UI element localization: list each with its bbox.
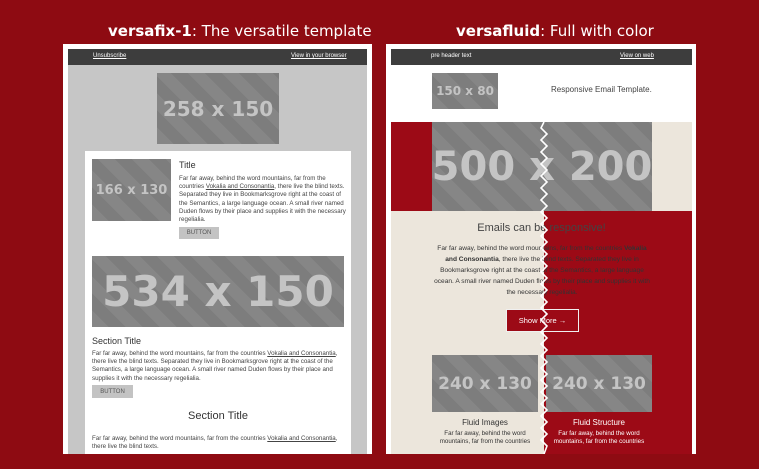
col-left-title: Fluid Images <box>462 418 508 427</box>
block-button[interactable]: BUTTON <box>179 227 219 239</box>
versafix-heading: versafix-1: The versatile template <box>108 22 372 40</box>
col-right-title: Fluid Structure <box>572 418 626 427</box>
block-image-placeholder: 166 x 130 <box>92 159 171 221</box>
section-title: Section Title <box>92 336 142 346</box>
preheader-text: pre header text <box>431 53 472 59</box>
section-button[interactable]: BUTTON <box>92 385 133 398</box>
logo-placeholder-image: 258 x 150 <box>157 73 279 144</box>
unsubscribe-link[interactable]: Unsubscribe <box>93 53 127 59</box>
versafix-content <box>85 151 351 454</box>
torn-divider <box>536 122 552 454</box>
block-title: Title <box>179 160 196 170</box>
col-right-text: Far far away, behind the word mountains, far from the countries <box>553 430 645 446</box>
body-text: Far far away, behind the word mountains, far from the countries Vokalia and Consonantia, there live the blind texts. Separated they live in Bookmarksgrove right at the coast of the Semantics, a large language ocean. A small river named Duden flows by their place and supplies it with the necessary regelialia. <box>434 245 650 296</box>
section-text-2: Far far away, behind the word mountains, far from the countries Vokalia and Consonantia, there live the blind texts. <box>92 435 338 451</box>
section-text: Far far away, behind the word mountains, far from the countries Vokalia and Consonantia, there live the blind texts. Separated they live in Bookmarksgrove right at the coast of the Semantics, a large language ocean. A small river named Duden flows by their place and supplies it with the necessary regelialia. <box>92 350 338 382</box>
versafluid-preview <box>386 44 696 454</box>
col-left-text: Far far away, behind the word mountains, far from the countries <box>439 430 531 446</box>
vokalia-link[interactable]: Vokalia and Consonantia <box>205 183 275 191</box>
block-text: Far far away, behind the word mountains, far from the countries Vokalia and Consonantia, there live the blind texts. Separated they live in Bookmarksgrove right at the coast of the Semantics, a large language ocean. A small river named Duden flows by their place and supplies it with the necessary regelialia. <box>179 175 346 224</box>
col-right-image-placeholder: 240 x 130 <box>546 355 652 412</box>
hero-image-placeholder: 500 x 200 <box>432 122 652 211</box>
show-more-button[interactable]: Show More → <box>506 309 579 332</box>
vokalia-link[interactable]: Vokalia and Consonantia <box>267 350 336 357</box>
tagline: Responsive Email Template. <box>551 85 652 94</box>
col-left-image-placeholder: 240 x 130 <box>432 355 538 412</box>
versafix-preview <box>63 44 372 454</box>
versafluid-heading: versafluid: Full with color <box>456 22 654 40</box>
section-title-centered: Section Title <box>188 410 248 422</box>
vokalia-link[interactable]: Vokalia and Consonantia <box>267 435 336 442</box>
view-in-browser-link[interactable]: View in your browser <box>291 53 347 59</box>
logo-placeholder-image: 150 x 80 <box>432 73 498 109</box>
view-on-web-link[interactable]: View on web <box>620 53 654 59</box>
section-image-placeholder: 534 x 150 <box>92 256 344 327</box>
versafix-topbar <box>68 49 367 65</box>
headline: Emails can be responsive! <box>477 222 606 234</box>
versafluid-topbar <box>391 49 692 65</box>
